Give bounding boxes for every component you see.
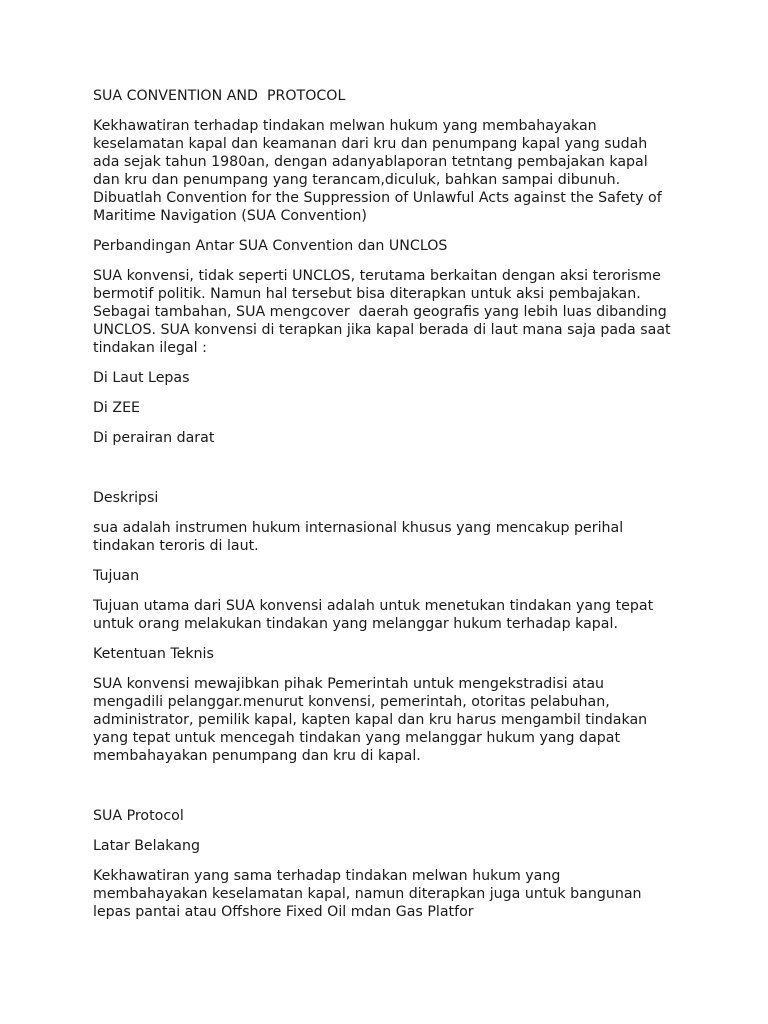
background-line: membahayakan keselamatan kapal, namun diterapkan juga untuk bangunan [93,886,642,902]
technical-line: membahayakan penumpang dan kru di kapal. [93,748,421,764]
document-title: SUA CONVENTION AND PROTOCOL [93,88,346,104]
comparison-line: UNCLOS. SUA konvensi di terapkan jika kapal berada di laut mana saja pada saat [93,322,671,338]
intro-line: Maritime Navigation (SUA Convention) [93,208,367,224]
technical-line: mengadili pelanggar.menurut konvensi, pemerintah, otoritas pelabuhan, [93,694,610,710]
background-paragraph [93,867,693,921]
purpose-line: untuk orang melakukan tindakan yang melanggar hukum terhadap kapal. [93,616,618,632]
comparison-line: bermotif politik. Namun hal tersebut bisa diterapkan untuk aksi pembajakan. [93,286,641,302]
purpose-heading: Tujuan [93,568,140,584]
description-line: sua adalah instrumen hukum internasional khusus yang mencakup perihal [93,520,624,536]
technical-heading: Ketentuan Teknis [93,646,214,662]
background-line: Kekhawatiran yang sama terhadap tindakan melwan hukum yang [93,868,561,884]
description-paragraph [93,519,693,555]
intro-line: Kekhawatiran terhadap tindakan melwan hukum yang membahayakan [93,118,597,134]
purpose-paragraph [93,597,693,633]
intro-paragraph [93,117,693,225]
comparison-paragraph [93,267,693,357]
intro-line: keselamatan kapal dan keamanan dari kru dan penumpang kapal yang sudah [93,136,648,152]
background-heading: Latar Belakang [93,838,200,854]
technical-line: SUA konvensi mewajibkan pihak Pemerintah untuk mengekstradisi atau [93,676,605,692]
technical-line: yang tepat untuk mencegah tindakan yang melanggar hukum yang dapat [93,730,621,746]
intro-line: Dibuatlah Convention for the Suppression of Unlawful Acts against the Safety of [93,190,662,206]
technical-line: administrator, pemilik kapal, kapten kapal dan kru harus mengambil tindakan [93,712,648,728]
intro-line: dan kru dan penumpang yang terancam,diculuk, bahkan sampai dibunuh. [93,172,621,188]
location-item: Di perairan darat [93,430,215,446]
description-heading: Deskripsi [93,490,159,506]
purpose-line: Tujuan utama dari SUA konvensi adalah untuk menetukan tindakan yang tepat [93,598,654,614]
intro-line: ada sejak tahun 1980an, dengan adanyablaporan tetntang pembajakan kapal [93,154,648,170]
comparison-line: tindakan ilegal : [93,340,207,356]
comparison-heading: Perbandingan Antar SUA Convention dan UNCLOS [93,238,448,254]
background-line: lepas pantai atau Offshore Fixed Oil mdan Gas Platfor [93,904,474,920]
protocol-heading: SUA Protocol [93,808,184,824]
location-item: Di ZEE [93,400,141,416]
comparison-line: Sebagai tambahan, SUA mengcover daerah geografis yang lebih luas dibanding [93,304,667,320]
location-item: Di Laut Lepas [93,370,190,386]
technical-paragraph [93,675,693,765]
comparison-line: SUA konvensi, tidak seperti UNCLOS, terutama berkaitan dengan aksi terorisme [93,268,661,284]
description-line: tindakan teroris di laut. [93,538,259,554]
document-body [93,87,693,933]
